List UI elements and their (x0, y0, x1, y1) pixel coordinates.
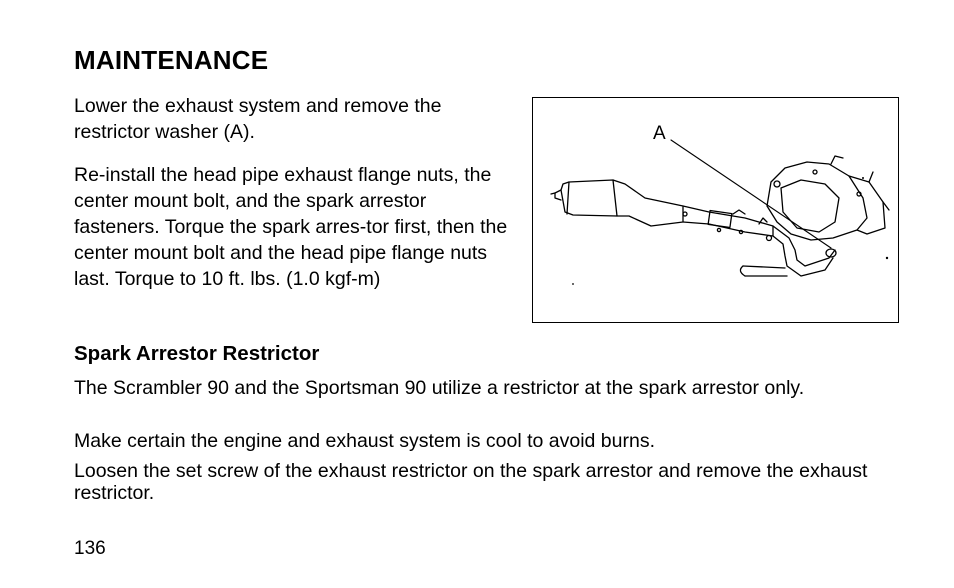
instruction-paragraph-lower-exhaust: Lower the exhaust system and remove the restrictor washer (A). (74, 95, 442, 143)
exhaust-figure (532, 97, 899, 323)
exhaust-system-illustration (533, 98, 900, 324)
paragraph-loosen-set-screw: Loosen the set screw of the exhaust restrictor on the spark arrestor and remove the exhaust restrictor. (74, 460, 868, 504)
header-pipe (773, 226, 835, 266)
instruction-paragraph-reinstall: Re-install the head pipe exhaust flange nuts, the center mount bolt, and the spark arrestor fasteners. Torque the spark arres-tor first, then the center mount bolt and the head pipe flange nuts last. Torque to 10 ft. lbs. (1.0 kgf-m) (74, 164, 508, 290)
paragraph-cool-warning: Make certain the engine and exhaust system is cool to avoid burns. (74, 430, 655, 452)
mid-pipe (683, 206, 773, 236)
callout-leader-line (671, 140, 831, 248)
section-title: MAINTENANCE (74, 45, 269, 75)
paragraph-restrictor-usage: The Scrambler 90 and the Sportsman 90 utilize a restrictor at the spark arrestor only. (74, 377, 805, 399)
muffler-body (561, 180, 683, 226)
callout-label-a: A (653, 123, 666, 144)
page-number: 136 (74, 538, 106, 559)
subheading-spark-arrestor-restrictor: Spark Arrestor Restrictor (74, 342, 320, 365)
